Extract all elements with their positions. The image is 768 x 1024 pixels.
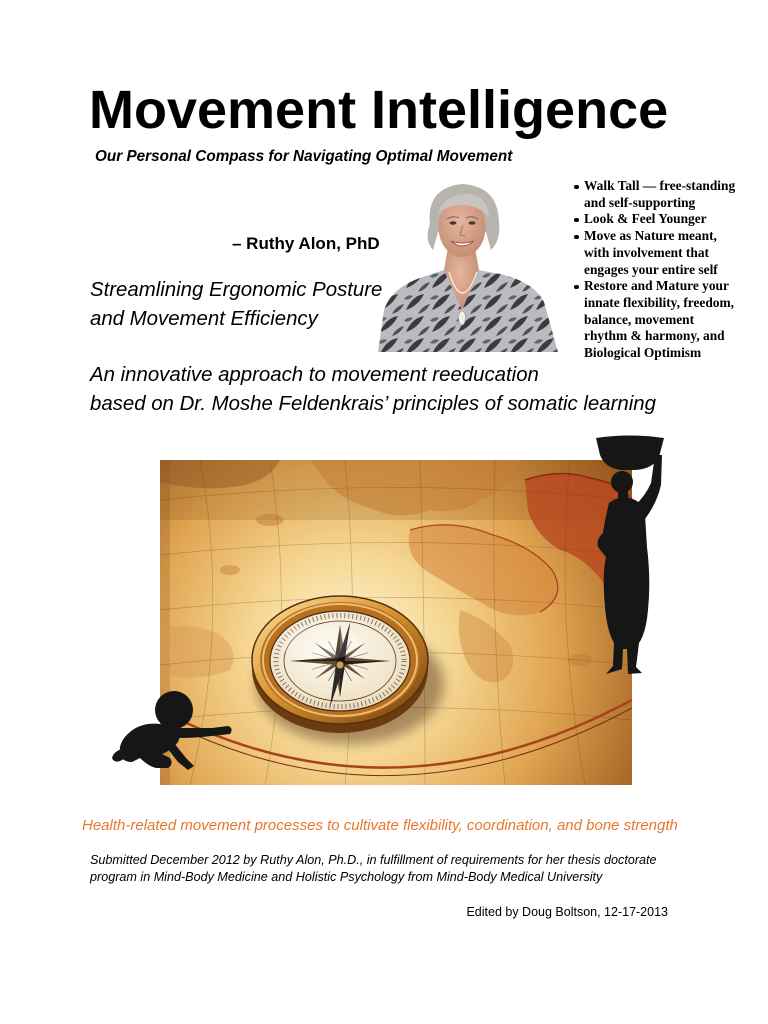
author-name: – Ruthy Alon, PhD [232, 234, 380, 253]
tagline-line: Streamlining Ergonomic Posture [90, 279, 383, 301]
edited-by: Edited by Doug Boltson, 12-17-2013 [466, 905, 668, 919]
tagline-line: and Movement Efficiency [90, 308, 318, 330]
approach-line: based on Dr. Moshe Feldenkrais’ principles of somatic learning [90, 393, 656, 415]
benefit-line: Move as Nature meant, [584, 228, 717, 244]
approach-line: An innovative approach to movement reeducation [90, 364, 539, 386]
list-item [572, 278, 762, 362]
submission-note [90, 852, 657, 886]
benefit-line: and self-supporting [584, 194, 696, 210]
benefit-line: Walk Tall — free-standing [584, 178, 736, 193]
benefit-line: Biological Optimism [584, 345, 702, 361]
benefit-line: balance, movement [584, 311, 695, 327]
highlight-statement: Health-related movement processes to cultivate flexibility, coordination, and bone strength [82, 817, 678, 834]
benefits-list [572, 178, 762, 362]
list-item [572, 228, 762, 278]
benefit-line: innate flexibility, freedom, [584, 294, 735, 310]
submission-line: Submitted December 2012 by Ruthy Alon, Ph.D., in fulfillment of requirements for her thesis doctorate [90, 853, 657, 867]
author-portrait-graphic [378, 182, 558, 352]
approach-statement [90, 361, 656, 419]
bullet-icon [574, 228, 580, 245]
baby-silhouette-graphic [112, 688, 232, 772]
bullet-icon [574, 178, 580, 195]
document-subtitle: Our Personal Compass for Navigating Optimal Movement [95, 148, 513, 165]
benefit-line: engages your entire self [584, 261, 718, 277]
woman-silhouette-graphic [595, 435, 665, 675]
document-title: Movement Intelligence [89, 80, 669, 140]
benefit-line: Look & Feel Younger [584, 211, 707, 227]
bullet-icon [574, 278, 580, 295]
submission-line: program in Mind-Body Medicine and Holistic Psychology from Mind-Body Medical University [90, 870, 603, 884]
baby-silhouette [112, 688, 232, 772]
benefit-line: Restore and Mature your [584, 278, 729, 294]
author-portrait [378, 182, 558, 352]
list-item [572, 178, 762, 211]
benefit-line: with involvement that [584, 244, 709, 260]
benefit-line: rhythm & harmony, and [584, 328, 725, 344]
tagline [90, 276, 382, 334]
list-item [572, 211, 762, 228]
bullet-icon [574, 211, 580, 228]
woman-silhouette [595, 435, 665, 675]
